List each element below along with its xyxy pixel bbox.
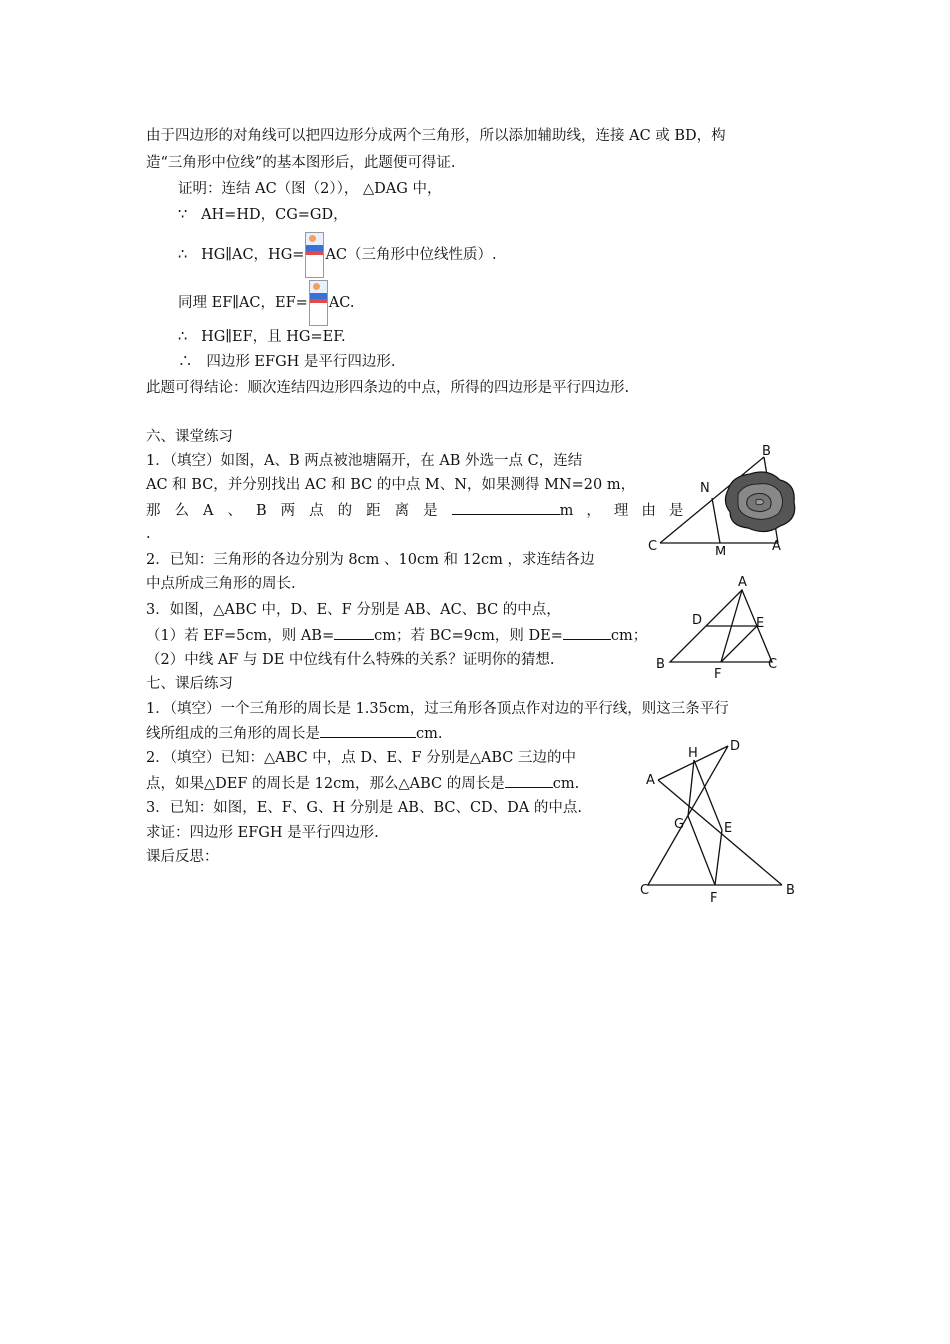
reflection-label: 课后反思： (146, 849, 219, 865)
s6-q2-line-1: 2．已知：三角形的各边分别为 8cm 、10cm 和 12cm ，求连结各边 (146, 552, 595, 568)
s7-q3-line-2: 求证：四边形 EFGH 是平行四边形. (146, 825, 379, 841)
s6-q1-line-1: 1．（填空）如图，A、B 两点被池塘隔开，在 AB 外选一点 C，连结 (146, 453, 583, 469)
label-b: B (656, 657, 665, 672)
label-e: E (756, 616, 765, 631)
label-b: B (762, 444, 771, 459)
therefore-symbol: ∴ (178, 354, 193, 370)
therefore-symbol: ∴ (178, 329, 188, 345)
intro-line-1: 由于四边形的对角线可以把四边形分成两个三角形，所以添加辅助线，连接 AC 或 BD，构 (146, 128, 726, 144)
section-7-heading: 七、课后练习 (146, 676, 233, 692)
section-6-heading: 六、课堂练习 (146, 429, 233, 445)
answer-blank[interactable] (505, 773, 553, 788)
proof-conclusion: 此题可得结论：顺次连结四边形四条边的中点，所得的四边形是平行四边形. (146, 380, 630, 396)
s6-q1-line-3: 那么A、B两点的距离是 m，理由是 (146, 500, 696, 521)
fraction-image-icon (309, 280, 328, 326)
answer-blank[interactable] (320, 723, 416, 738)
proof-line-2: ∵ AH=HD，CG=GD， (178, 207, 348, 223)
label-d: D (692, 613, 703, 628)
segment-he (694, 760, 722, 830)
segment-ef (715, 830, 722, 885)
answer-blank[interactable] (452, 500, 560, 515)
label-f: F (710, 891, 718, 906)
pond-figure (640, 440, 810, 555)
proof-line-4: 同理 EF∥AC，EF= AC. (178, 280, 355, 326)
label-e: E (724, 821, 733, 836)
s6-q2-line-2: 中点所成三角形的周长. (146, 576, 296, 592)
because-symbol: ∵ (178, 207, 188, 223)
intro-line-2: 造“三角形中位线”的基本图形后，此题便可得证. (146, 155, 456, 171)
s6-q1-line-4: . (146, 526, 151, 542)
s7-q1-line-2: 线所组成的三角形的周长是 cm. (146, 723, 442, 744)
segment-gf (688, 816, 715, 885)
fraction-image-icon (305, 232, 324, 278)
proof-line-6: ∴ 四边形 EFGH 是平行四边形. (178, 354, 396, 370)
label-d: D (730, 739, 741, 754)
label-m: M (715, 545, 727, 555)
segment-nm (712, 498, 720, 543)
quadrilateral-figure (640, 736, 810, 906)
label-c: C (768, 657, 778, 672)
label-h: H (688, 746, 698, 761)
label-a: A (738, 575, 747, 590)
label-a: A (646, 773, 655, 788)
s7-q1-line-1: 1．（填空）一个三角形的周长是 1.35cm，过三角形各顶点作对边的平行线，则这三条平行 (146, 701, 729, 717)
s6-q3-part-2: （2）中线 AF 与 DE 中位线有什么特殊的关系？证明你的猜想. (146, 652, 555, 668)
proof-line-1: 证明：连结 AC（图（2））， △DAG 中， (178, 181, 442, 197)
proof-line-3: ∴ HG∥AC，HG= AC（三角形中位线性质）. (178, 232, 497, 278)
s7-q2-line-2: 点，如果△DEF 的周长是 12cm，那么△ABC 的周长是 cm. (146, 773, 579, 794)
label-f: F (714, 667, 722, 680)
answer-blank[interactable] (334, 625, 374, 640)
label-a: A (772, 539, 781, 554)
label-c: C (648, 539, 658, 554)
label-b: B (786, 883, 795, 898)
label-n: N (700, 481, 710, 496)
s6-q1-line-2: AC 和 BC，并分别找出 AC 和 BC 的中点 M、N，如果测得 MN=20 m， (146, 477, 636, 493)
segment-ab (658, 780, 782, 885)
s6-q3-part-1: （1）若 EF=5cm，则 AB= cm；若 BC=9cm，则 DE= cm； (146, 625, 647, 646)
s7-q3-line-1: 3．已知：如图，E、F、G、H 分别是 AB、BC、CD、DA 的中点. (146, 800, 582, 816)
therefore-symbol: ∴ (178, 247, 188, 263)
s7-q2-line-1: 2．（填空）已知：△ABC 中，点 D、E、F 分别是△ABC 三边的中 (146, 750, 576, 766)
triangle-figure (650, 570, 790, 680)
answer-blank[interactable] (563, 625, 611, 640)
pond-shape (725, 472, 794, 532)
proof-line-5: ∴ HG∥EF，且 HG=EF. (178, 329, 346, 345)
label-c: C (640, 883, 650, 898)
label-g: G (674, 817, 685, 832)
s6-q3-line: 3．如图，△ABC 中，D、E、F 分别是 AB、AC、BC 的中点， (146, 602, 561, 618)
